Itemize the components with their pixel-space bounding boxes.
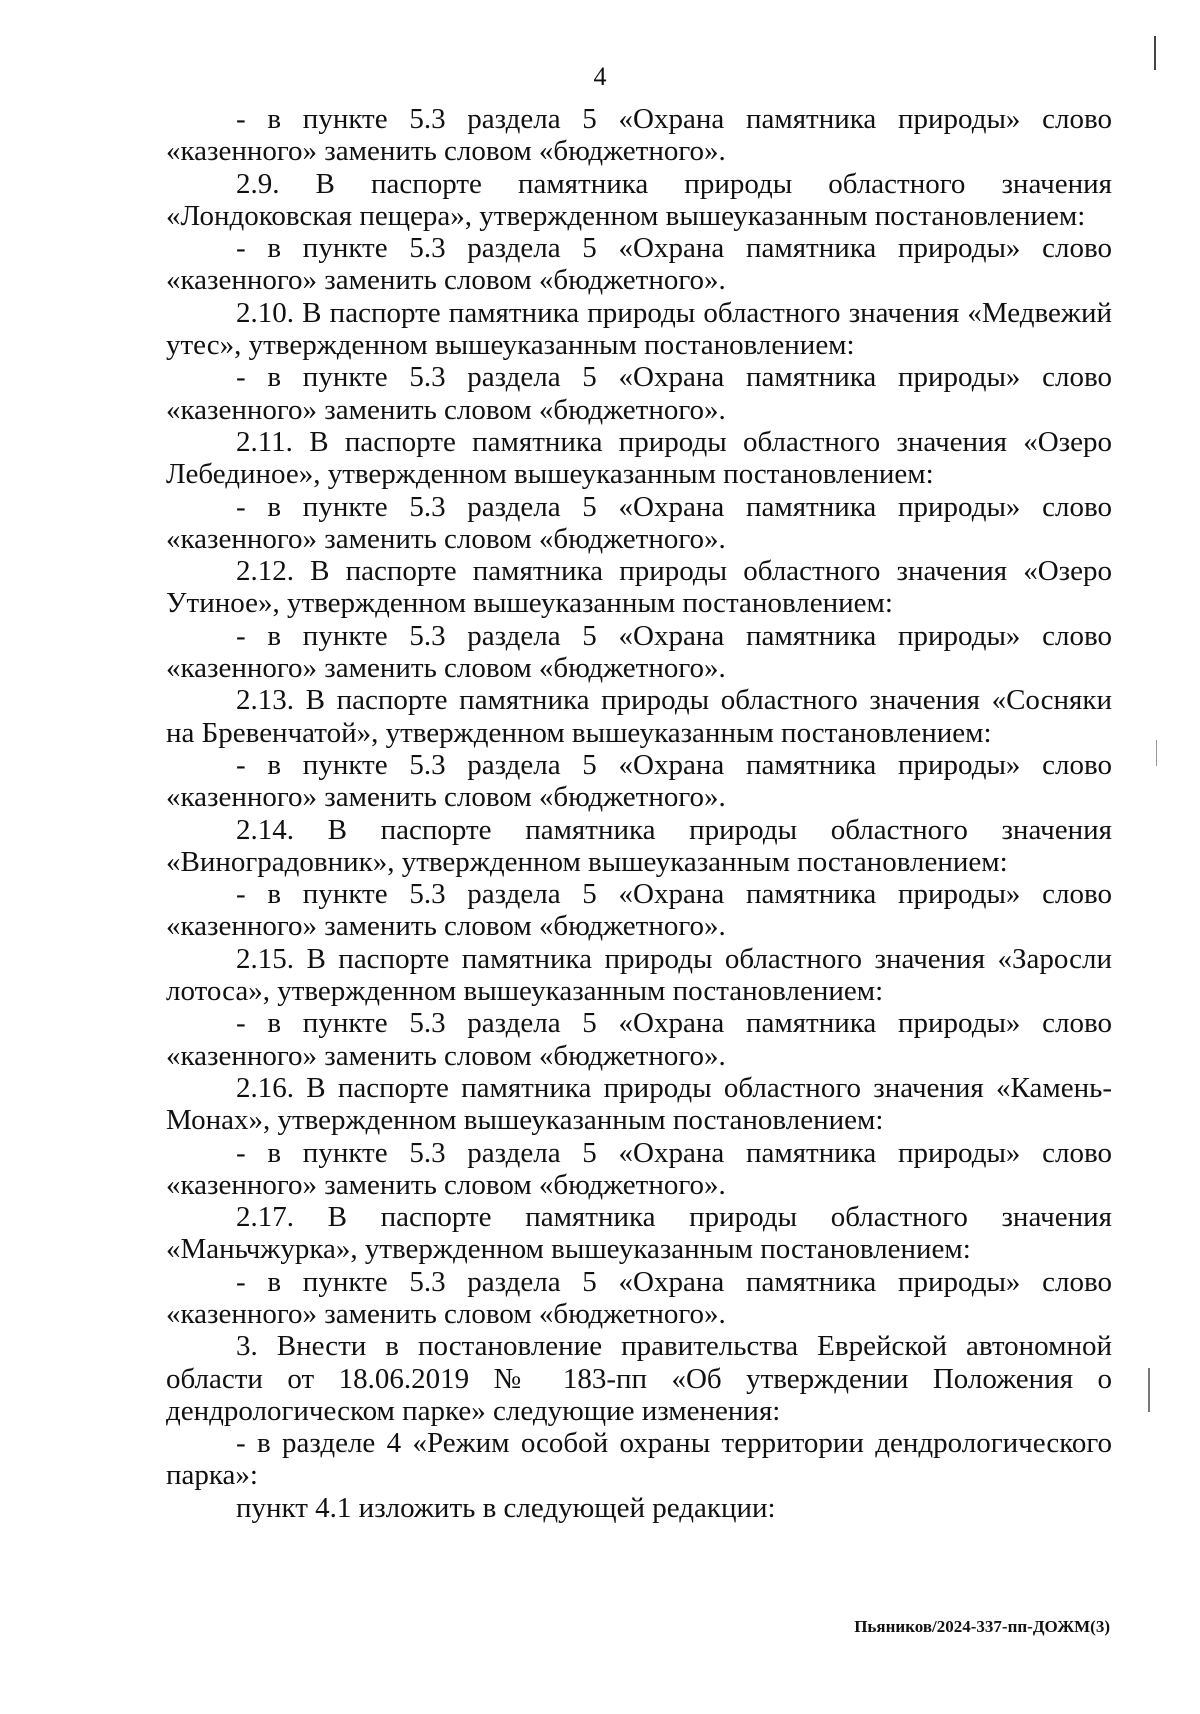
paragraph: - в пункте 5.3 раздела 5 «Охрана памятника природы» слово «казенного» заменить словом «бюджетного». — [166, 619, 1112, 685]
paragraph: - в пункте 5.3 раздела 5 «Охрана памятника природы» слово «казенного» заменить словом «бюджетного». — [166, 103, 1112, 168]
paragraph: 2.14. В паспорте памятника природы областного значения «Виноградовник», утвержденном вышеуказанным постановлением: — [166, 813, 1112, 878]
paragraph: 2.11. В паспорте памятника природы областного значения «Озеро Лебединое», утвержденном вышеуказанным постановлением: — [166, 425, 1112, 491]
paragraph: 2.17. В паспорте памятника природы областного значения «Маньчжурка», утвержденном вышеуказанным постановлением: — [166, 1201, 1112, 1266]
paragraph: 2.9. В паспорте памятника природы областного значения «Лондоковская пещера», утвержденном вышеуказанным постановлением: — [166, 167, 1112, 232]
paragraph: - в пункте 5.3 раздела 5 «Охрана памятника природы» слово «казенного» заменить словом «бюджетного». — [166, 748, 1112, 814]
paragraph: 2.10. В паспорте памятника природы областного значения «Медвежий утес», утвержденном вышеуказанным постановлением: — [166, 296, 1112, 362]
paragraph: 2.12. В паспорте памятника природы областного значения «Озеро Утиное», утвержденном вышеуказанным постановлением: — [166, 555, 1112, 620]
paragraph: 2.15. В паспорте памятника природы областного значения «Заросли лотоса», утвержденном вышеуказанным постановлением: — [166, 942, 1112, 1008]
scan-edge-mark — [1156, 740, 1157, 766]
paragraph: - в разделе 4 «Режим особой охраны территории дендрологического парка»: — [166, 1427, 1112, 1492]
paragraph: - в пункте 5.3 раздела 5 «Охрана памятника природы» слово «казенного» заменить словом «бюджетного». — [166, 1265, 1112, 1330]
scan-edge-mark — [1148, 1368, 1150, 1412]
paragraph: 2.16. В паспорте памятника природы областного значения «Камень-Монах», утвержденном вышеуказанным постановлением: — [166, 1071, 1112, 1137]
paragraph: 2.13. В паспорте памятника природы областного значения «Сосняки на Бревенчатой», утвержденном вышеуказанным постановлением: — [166, 684, 1112, 749]
paragraph: 3. Внести в постановление правительства Еврейской автономной области от 18.06.2019 № 183-пп «Об утверждении Положения о дендрологическом парке» следующие изменения: — [166, 1330, 1112, 1427]
paragraph: - в пункте 5.3 раздела 5 «Охрана памятника природы» слово «казенного» заменить словом «бюджетного». — [166, 232, 1112, 297]
paragraph: - в пункте 5.3 раздела 5 «Охрана памятника природы» слово «казенного» заменить словом «бюджетного». — [166, 361, 1112, 426]
paragraph: - в пункте 5.3 раздела 5 «Охрана памятника природы» слово «казенного» заменить словом «бюджетного». — [166, 490, 1112, 555]
document-body — [166, 103, 1112, 1524]
page-number: 4 — [593, 62, 607, 91]
paragraph: - в пункте 5.3 раздела 5 «Охрана памятника природы» слово «казенного» заменить словом «бюджетного». — [166, 1136, 1112, 1201]
paragraph: - в пункте 5.3 раздела 5 «Охрана памятника природы» слово «казенного» заменить словом «бюджетного». — [166, 1007, 1112, 1072]
paragraph: пункт 4.1 изложить в следующей редакции: — [236, 1491, 776, 1524]
paragraph: - в пункте 5.3 раздела 5 «Охрана памятника природы» слово «казенного» заменить словом «бюджетного». — [166, 878, 1112, 943]
document-reference-code: Пьяников/2024-337-пп-ДОЖМ(3) — [854, 1617, 1110, 1636]
